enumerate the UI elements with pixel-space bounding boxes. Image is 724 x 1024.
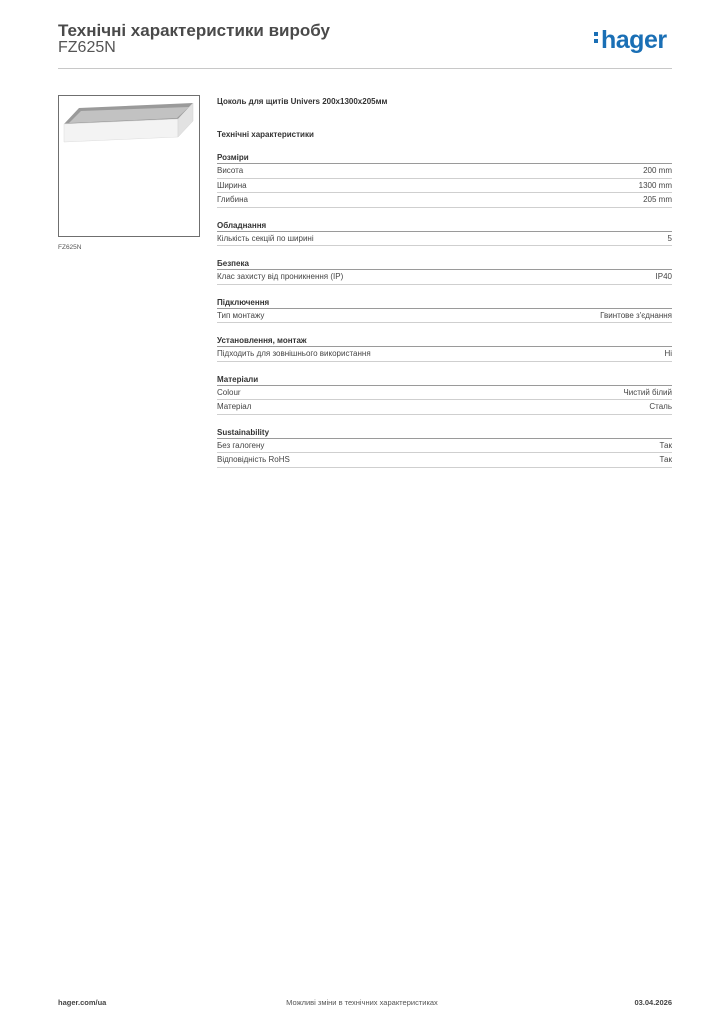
spec-value: Гвинтове з'єднання <box>600 310 672 320</box>
spec-label: Ширина <box>217 180 247 190</box>
spec-value: 5 <box>667 233 672 243</box>
spec-section <box>217 220 672 247</box>
spec-row <box>217 232 672 247</box>
spec-row <box>217 453 672 468</box>
spec-value: Сталь <box>649 402 672 411</box>
spec-label: Висота <box>217 166 244 175</box>
footer-notice: Можливі зміни в технічних характеристиках <box>286 998 438 1007</box>
spec-label: Без галогену <box>217 440 265 450</box>
spec-label: Тип монтажу <box>217 310 265 320</box>
logo-dots-icon <box>594 29 599 46</box>
spec-label: Відповідність RoHS <box>217 455 290 464</box>
product-description: Цоколь для щитів Univers 200x1300x205мм <box>217 97 388 106</box>
section-title: Підключення <box>217 297 672 309</box>
section-title: Матеріали <box>217 374 672 386</box>
spec-row <box>217 309 672 324</box>
spec-section <box>217 335 672 362</box>
spec-row <box>217 193 672 208</box>
spec-value: Чистий білий <box>623 387 672 397</box>
tech-specs-heading: Технічні характеристики <box>217 130 314 139</box>
spec-section <box>217 152 672 208</box>
spec-section <box>217 374 672 415</box>
page-title: Технічні характеристики виробу <box>58 21 330 40</box>
plinth-illustration-icon <box>59 96 199 236</box>
spec-label: Кількість секцій по ширині <box>217 233 314 243</box>
section-title: Sustainability <box>217 427 672 439</box>
spec-section <box>217 427 672 468</box>
spec-label: Матеріал <box>217 402 252 411</box>
spec-value: 1300 mm <box>638 180 672 190</box>
spec-label: Підходить для зовнішнього використання <box>217 349 371 358</box>
spec-value: IP40 <box>655 272 672 281</box>
spec-label: Colour <box>217 387 241 397</box>
spec-content <box>217 96 672 468</box>
header-divider <box>58 68 672 69</box>
spec-label: Клас захисту від проникнення (IP) <box>217 272 344 281</box>
spec-value: 205 mm <box>643 195 672 204</box>
product-code: FZ625N <box>58 39 116 56</box>
spec-value: Так <box>659 455 672 464</box>
footer-date: 03.04.2026 <box>634 998 672 1007</box>
spec-row <box>217 179 672 194</box>
section-title: Установлення, монтаж <box>217 335 672 347</box>
section-title: Розміри <box>217 152 672 164</box>
spec-row <box>217 400 672 415</box>
section-title: Безпека <box>217 258 672 270</box>
spec-row <box>217 347 672 362</box>
spec-section <box>217 258 672 285</box>
spec-value: 200 mm <box>643 166 672 175</box>
spec-value: Ні <box>664 349 672 358</box>
spec-label: Глибина <box>217 195 248 204</box>
logo-text: hager <box>601 26 667 54</box>
spec-row <box>217 439 672 454</box>
spec-sections <box>217 152 672 468</box>
footer-website[interactable]: hager.com/ua <box>58 998 107 1007</box>
hager-logo <box>594 28 667 53</box>
spec-row <box>217 164 672 179</box>
spec-value: Так <box>659 440 672 450</box>
spec-section <box>217 297 672 324</box>
spec-row <box>217 270 672 285</box>
product-image <box>58 95 200 237</box>
section-title: Обладнання <box>217 220 672 232</box>
spec-row <box>217 386 672 401</box>
product-image-caption: FZ625N <box>58 244 82 251</box>
